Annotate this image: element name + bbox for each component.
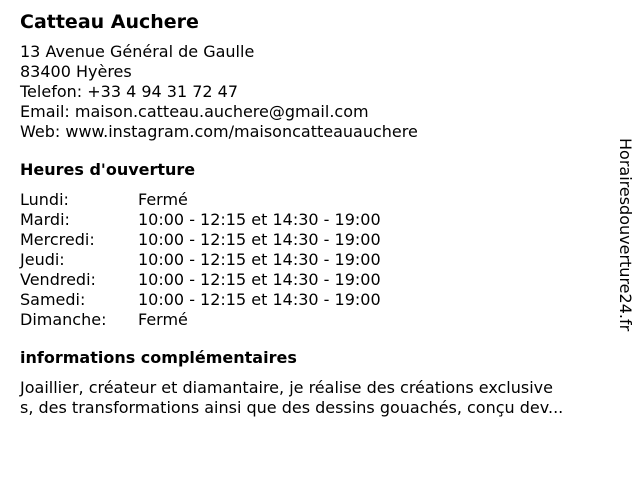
- hours-row-jeudi: [20, 250, 610, 270]
- business-name: Catteau Auchere: [20, 11, 199, 33]
- address-line-1: 13 Avenue Général de Gaulle: [20, 42, 255, 61]
- hours-row-vendredi: [20, 270, 610, 290]
- hours-value: 10:00 - 12:15 et 14:30 - 19:00: [138, 230, 381, 249]
- hours-day: Jeudi:: [20, 250, 65, 269]
- email-line: Email: maison.catteau.auchere@gmail.com: [20, 102, 369, 121]
- site-brand-watermark: Horairesdouverture24.fr: [616, 138, 635, 332]
- hours-day: Dimanche:: [20, 310, 107, 329]
- hours-value: 10:00 - 12:15 et 14:30 - 19:00: [138, 290, 381, 309]
- additional-info-line-2: s, des transformations ainsi que des dessins gouachés, conçu dev...: [20, 398, 564, 417]
- business-card: [20, 10, 610, 418]
- hours-row-mardi: [20, 210, 610, 230]
- hours-day: Samedi:: [20, 290, 86, 309]
- hours-value: 10:00 - 12:15 et 14:30 - 19:00: [138, 250, 381, 269]
- hours-value: 10:00 - 12:15 et 14:30 - 19:00: [138, 210, 381, 229]
- hours-day: Mardi:: [20, 210, 70, 229]
- hours-day: Lundi:: [20, 190, 69, 209]
- hours-day: Vendredi:: [20, 270, 96, 289]
- opening-hours-heading: Heures d'ouverture: [20, 160, 196, 179]
- opening-hours-table: [20, 190, 610, 330]
- hours-day: Mercredi:: [20, 230, 95, 249]
- hours-value: Fermé: [138, 310, 188, 329]
- hours-row-dimanche: [20, 310, 610, 330]
- additional-info-heading: informations complémentaires: [20, 348, 297, 367]
- hours-row-samedi: [20, 290, 610, 310]
- hours-value: Fermé: [138, 190, 188, 209]
- hours-row-mercredi: [20, 230, 610, 250]
- hours-row-lundi: [20, 190, 610, 210]
- hours-value: 10:00 - 12:15 et 14:30 - 19:00: [138, 270, 381, 289]
- address-line-2: 83400 Hyères: [20, 62, 132, 81]
- additional-info-text: [20, 378, 610, 418]
- phone-line: Telefon: +33 4 94 31 72 47: [20, 82, 239, 101]
- additional-info-line-1: Joaillier, créateur et diamantaire, je réalise des créations exclusive: [20, 378, 553, 397]
- web-line: Web: www.instagram.com/maisoncatteauauchere: [20, 122, 418, 141]
